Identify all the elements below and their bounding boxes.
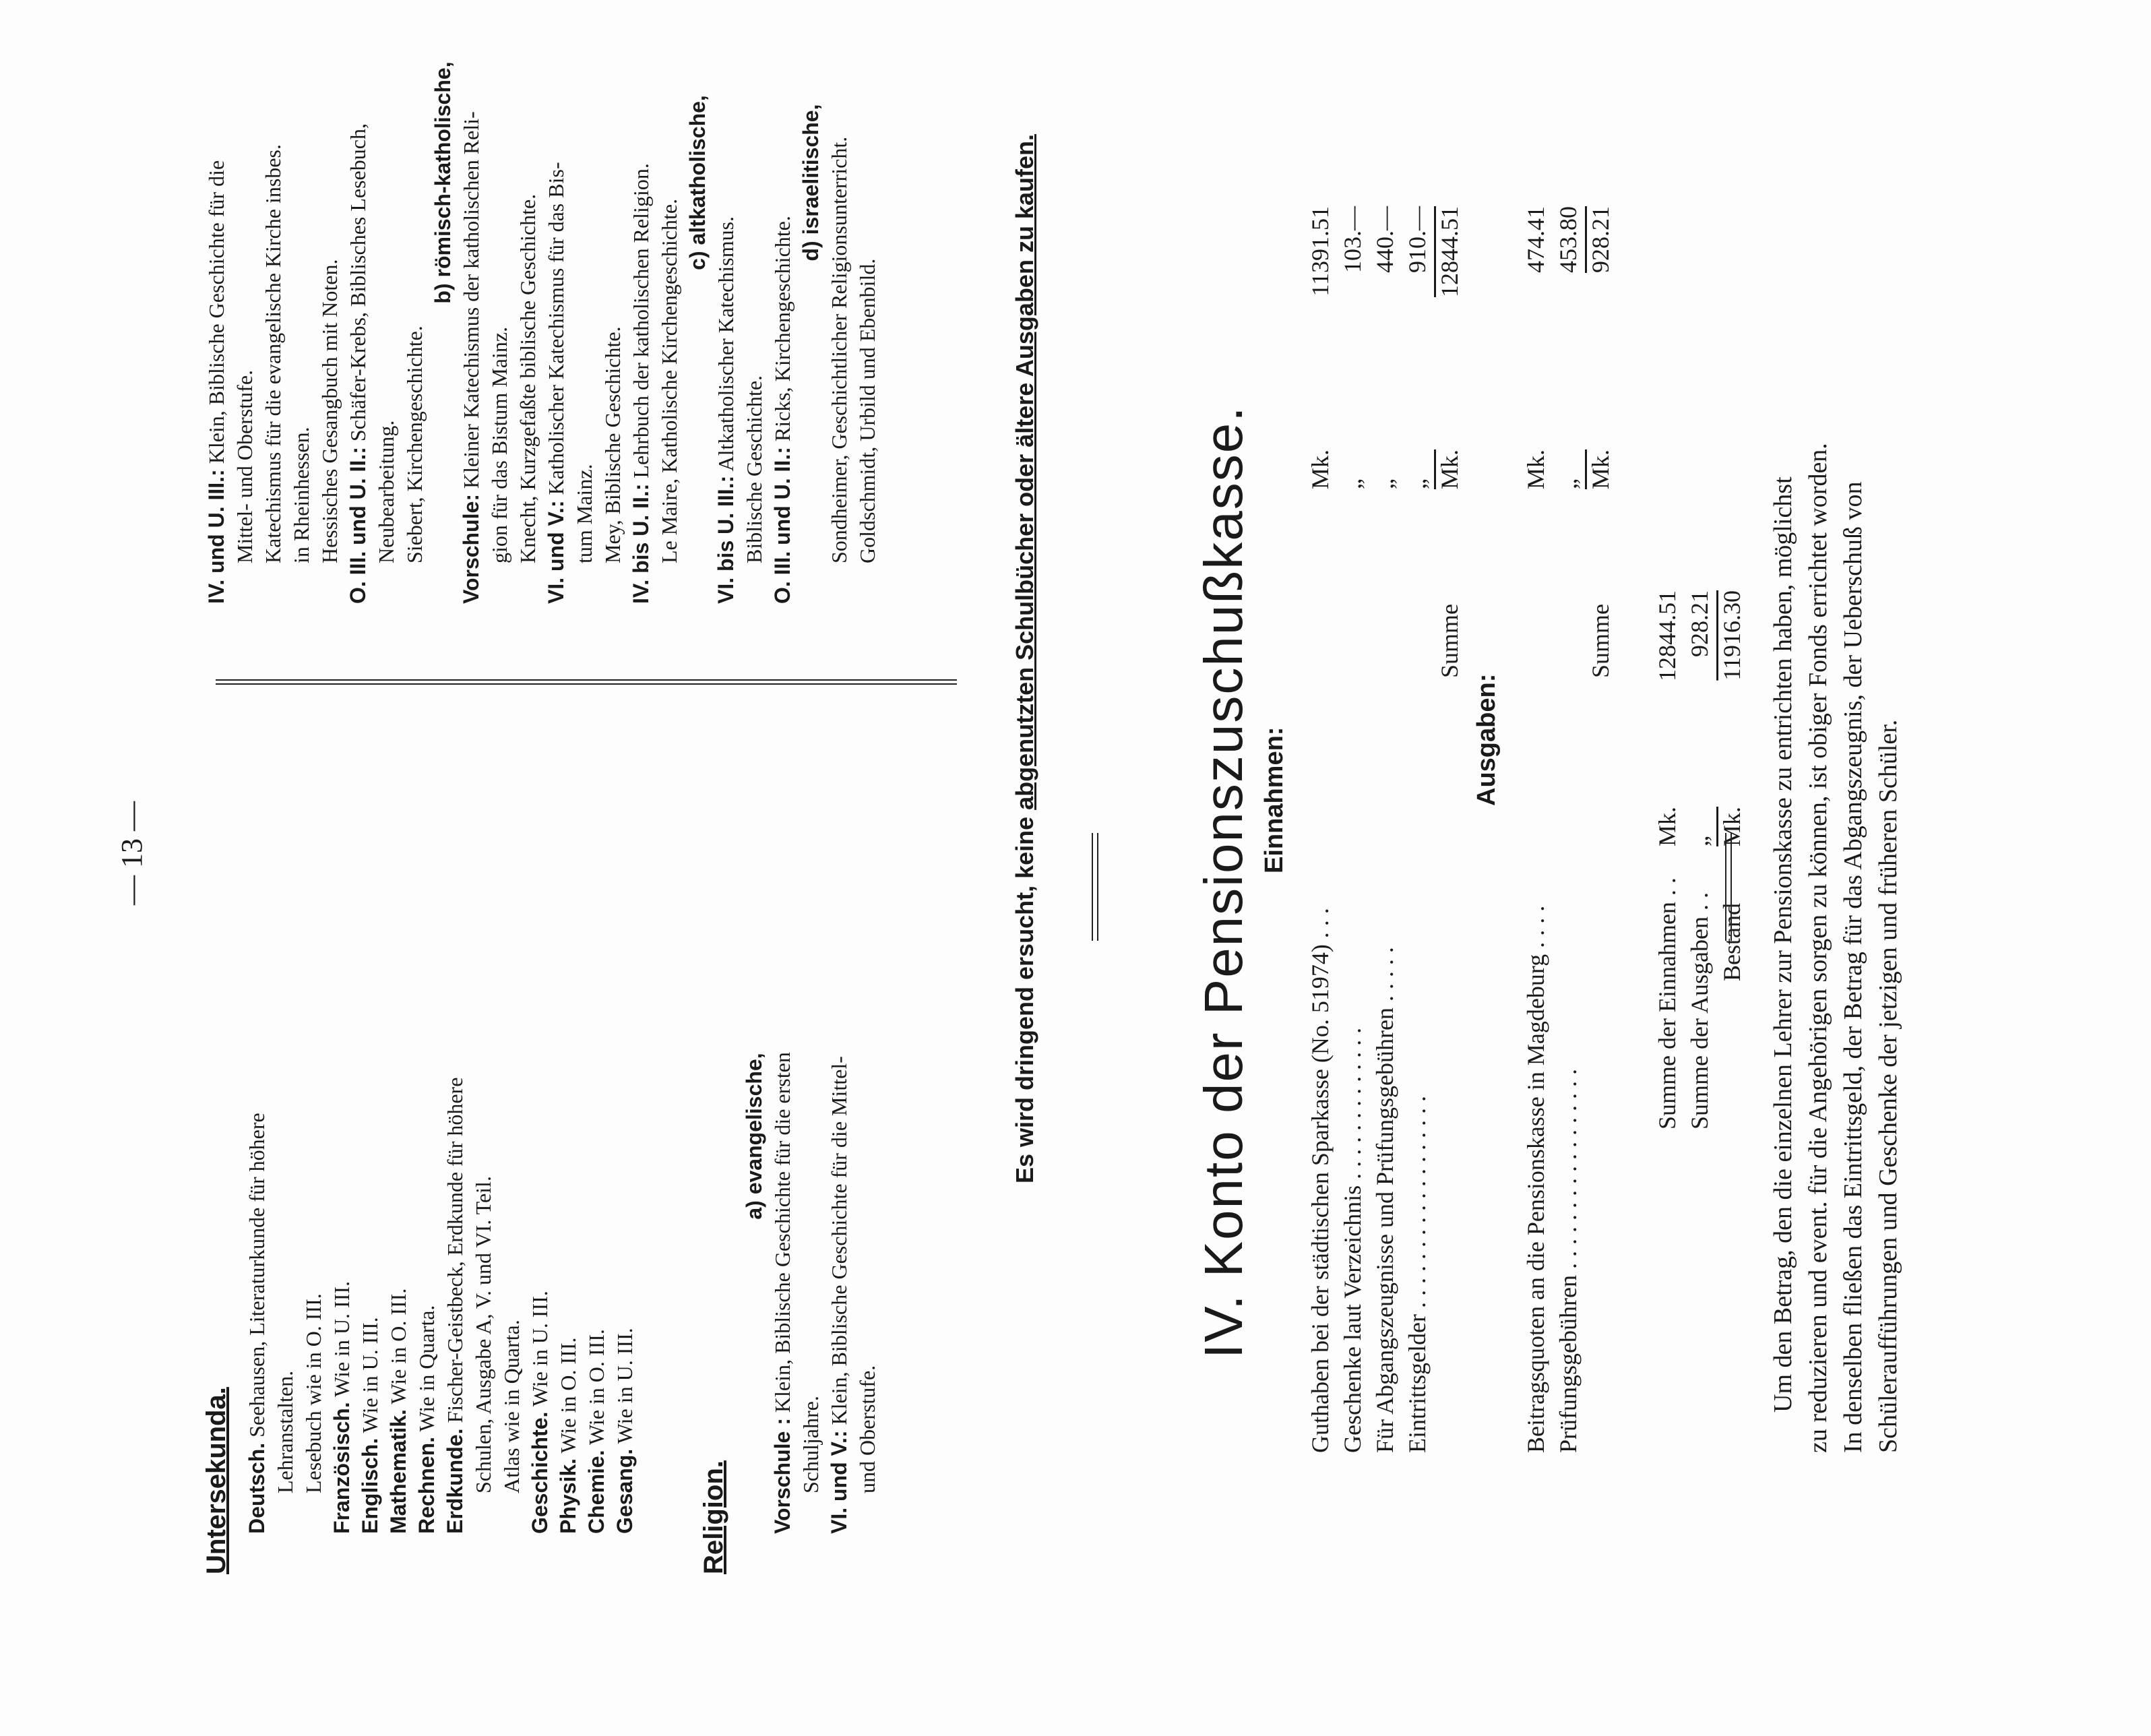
account-row — [1401, 206, 1433, 1453]
einnahmen-table — [1304, 206, 1466, 1453]
line-label: IV. und U. III.: — [204, 469, 228, 604]
line-text: Wie in O. III. — [386, 1288, 410, 1410]
text-line — [259, 0, 287, 644]
text-line — [497, 698, 526, 1574]
religion-sub-d: d) israelitische, — [799, 104, 823, 261]
row-currency: Mk. — [1436, 449, 1463, 489]
line-text: tum Mainz. — [572, 464, 596, 563]
ausgaben-table — [1520, 206, 1617, 1453]
line-text: Lesebuch wie in O. III. — [301, 1293, 325, 1493]
line-text: Goldschmidt, Urbild und Ebenbild. — [855, 258, 879, 563]
text-line — [315, 0, 344, 644]
row-currency: Mk. — [1654, 806, 1681, 846]
paragraph-line: In denselben fließen das Eintrittsgeld, der Betrag für das Abgangszeugnis, der Ueberschuß von — [1839, 481, 1867, 1453]
line-label: O. III. und U. II.: — [770, 447, 794, 604]
line-text: Wie in O. III. — [584, 1329, 609, 1450]
sum-row — [1584, 206, 1617, 1453]
row-label: Summe der Einnahmen . . — [1654, 877, 1681, 1129]
line-text: Knecht, Kurzgefaßte biblische Geschichte. — [516, 193, 540, 563]
schoolbook-list — [201, 61, 977, 1574]
text-line — [271, 698, 299, 1574]
text-line — [853, 698, 881, 1574]
text-line — [570, 0, 598, 644]
religion-sub-c: c) altkatholische, — [685, 95, 710, 270]
text-line — [825, 0, 853, 644]
text-line — [526, 698, 554, 1574]
row-label: Summe der Ausgaben . . — [1686, 892, 1713, 1129]
schoolbook-notice — [1011, 0, 1039, 1183]
evangelisch-lines — [202, 0, 429, 644]
text-line — [768, 698, 797, 1574]
account-row — [1304, 206, 1336, 1453]
line-text: Wie in U. III. — [330, 1280, 354, 1402]
line-label: Gesang. — [613, 1448, 637, 1534]
line-text: Mey, Biblische Geschichte. — [600, 326, 625, 563]
untersekunda-heading: Untersekunda. — [201, 1387, 231, 1574]
line-text: Hessisches Gesangbuch mit Noten. — [317, 259, 342, 563]
religion-heading: Religion. — [699, 1460, 728, 1574]
row-currency: „ — [1404, 478, 1431, 489]
line-text: Wie in O. III. — [556, 1337, 580, 1458]
line-text: gion für das Bistum Mainz. — [487, 326, 511, 563]
ausgaben-heading: Ausgaben: — [1472, 673, 1501, 806]
text-line — [243, 698, 271, 1574]
text-line — [627, 0, 655, 644]
line-text: Katholischer Katechismus für das Bis- — [544, 162, 568, 501]
line-text: Siebert, Kirchengeschichte. — [402, 326, 427, 563]
line-label: VI. und V.: — [827, 1430, 851, 1534]
text-line — [457, 0, 485, 644]
row-amount: 474.41 — [1522, 206, 1549, 273]
row-label: Guthaben bei der städtischen Sparkasse (No. 51974) . . . — [1307, 908, 1334, 1453]
row-label: Prüfungsgebühren . . . . . . . . . . . . . . . . . — [1555, 1069, 1582, 1453]
einnahmen-heading: Einnahmen: — [1260, 726, 1288, 873]
text-line — [582, 698, 611, 1574]
line-label: Vorschule: — [459, 494, 483, 604]
text-line — [230, 0, 259, 644]
line-text: Lehrbuch der katholischen Religion. — [629, 163, 653, 484]
line-label: Rechnen. — [414, 1436, 439, 1534]
line-label: Chemie. — [584, 1450, 609, 1534]
text-line — [554, 698, 582, 1574]
line-text: Le Maire, Katholische Kirchengeschichte. — [657, 198, 681, 563]
text-line — [202, 0, 230, 644]
page-number: — 13 — — [115, 801, 148, 905]
paragraph-line: Um den Betrag, den die einzelnen Lehrer zur Pensionskasse zu entrichten haben, möglichst — [1769, 476, 1797, 1413]
text-line — [853, 0, 881, 644]
untersekunda-lines — [243, 698, 639, 1574]
row-amount: 910.— — [1404, 206, 1431, 273]
row-amount: 453.80 — [1555, 206, 1582, 273]
religion-sub-a: a) evangelische, — [742, 1053, 766, 1220]
religion-sub-b: b) römisch-katholische, — [431, 61, 455, 304]
text-line — [469, 698, 497, 1574]
account-row — [1520, 206, 1552, 1453]
line-text: in Rheinhessen. — [289, 427, 313, 563]
line-text: Kleiner Katechismus der katholischen Reli- — [459, 111, 483, 494]
row-currency: „ — [1339, 478, 1366, 489]
line-text: Mittel- und Oberstufe. — [232, 369, 257, 563]
row-amount: 11391.51 — [1307, 206, 1334, 297]
line-label: VI. bis U. III.: — [714, 475, 738, 604]
line-text: Fischer-Geistbeck, Erdkunde für höhere — [443, 1077, 467, 1429]
row-currency: „ — [1371, 478, 1398, 489]
text-line — [712, 0, 740, 644]
account-row — [1336, 206, 1369, 1453]
explanation-paragraph — [1766, 186, 1906, 1453]
altkatholisch-lines — [712, 0, 797, 644]
line-text: Schulen, Ausgabe A, V. und VI. Teil. — [471, 1176, 495, 1493]
row-currency: „ — [1555, 478, 1582, 489]
text-line — [797, 698, 825, 1574]
text-line — [287, 0, 315, 644]
account-row — [1552, 206, 1584, 1453]
text-line — [740, 0, 768, 644]
line-text: Schäfer-Krebs, Biblisches Lesebuch, — [346, 123, 370, 447]
line-text: Sondheimer, Geschichtlicher Religionsunterricht. — [827, 136, 851, 563]
line-text: Altkatholischer Katechismus. — [714, 216, 738, 476]
line-text: Klein, Biblische Geschichte für die ersten — [770, 1052, 794, 1419]
text-line — [400, 0, 429, 644]
row-amount: 103.— — [1339, 206, 1366, 273]
line-label: VI. und V.: — [544, 500, 568, 604]
row-label: Beitragsquoten an die Pensionskasse in Magdeburg . . . . — [1522, 905, 1549, 1453]
sum-row — [1433, 206, 1466, 1453]
text-line — [441, 698, 469, 1574]
text-line — [513, 0, 542, 644]
account-row — [1683, 590, 1716, 1129]
row-label: Bestand — [1718, 903, 1745, 981]
line-label: Mathematik. — [386, 1409, 410, 1534]
line-label: IV. bis U. II.: — [629, 483, 653, 604]
line-text: Ricks, Kirchengeschichte. — [770, 216, 794, 447]
religion-lines — [768, 698, 881, 1574]
row-label: Summe — [1587, 603, 1614, 678]
left-column — [202, 698, 881, 1574]
bestand-row — [1716, 590, 1748, 1129]
text-line — [598, 0, 627, 644]
notice-part-1: Es wird dringend ersucht, keine — [1011, 809, 1038, 1183]
row-amount: 928.21 — [1686, 590, 1713, 657]
konto-title: IV. Konto der Pensionszuschußkasse. — [1193, 405, 1253, 1359]
line-text: Klein, Biblische Geschichte für die — [204, 160, 228, 470]
notice-part-2: abgenutzten Schulbücher oder ältere Ausgaben zu kaufen. — [1011, 134, 1038, 810]
text-line — [328, 698, 356, 1574]
text-line — [412, 698, 441, 1574]
row-label: Summe — [1436, 603, 1463, 678]
row-currency: Mk. — [1307, 449, 1334, 489]
bestand-table — [1651, 590, 1748, 1129]
row-amount: 11916.30 — [1718, 590, 1745, 681]
line-label: Physik. — [556, 1458, 580, 1534]
row-currency: Mk. — [1522, 449, 1549, 489]
row-label: Für Abgangszeugnisse und Prüfungsgebühren . . . . . — [1371, 947, 1398, 1453]
line-text: Wie in U. III. — [528, 1291, 552, 1412]
line-text: Wie in U. III. — [358, 1317, 382, 1438]
account-row — [1369, 206, 1401, 1453]
line-text: Seehausen, Literaturkunde für höhere — [245, 1113, 269, 1443]
row-currency: Mk. — [1587, 449, 1614, 489]
row-amount: 12844.51 — [1436, 206, 1463, 297]
line-label: Deutsch. — [245, 1442, 269, 1534]
account-row — [1651, 590, 1683, 1129]
line-text: Wie in U. III. — [613, 1328, 637, 1449]
text-line — [356, 698, 384, 1574]
paragraph-line: zu reduzieren und event. für die Angehörigen sorgen zu können, ist obiger Fonds errichtet worden. — [1804, 443, 1832, 1453]
text-line — [542, 0, 570, 644]
line-label: Französisch. — [330, 1402, 354, 1534]
israelitisch-lines — [825, 0, 881, 644]
paragraph-line: Schüleraufführungen und Geschenke der jetzigen und früheren Schüler. — [1874, 719, 1902, 1453]
line-text: Schuljahre. — [799, 1396, 823, 1493]
text-line — [299, 698, 328, 1574]
line-label: Vorschule : — [770, 1418, 794, 1534]
row-label: Eintrittsgelder . . . . . . . . . . . . . . . . . . — [1404, 1096, 1431, 1453]
line-label: Erdkunde. — [443, 1428, 467, 1534]
row-currency: Mk. — [1718, 806, 1745, 846]
line-text: Atlas wie in Quarta. — [499, 1320, 524, 1493]
row-amount: 440.— — [1371, 206, 1398, 273]
row-amount: 12844.51 — [1654, 590, 1681, 681]
line-text: und Oberstufe. — [855, 1365, 879, 1493]
text-line — [372, 0, 400, 644]
text-line — [384, 698, 412, 1574]
line-text: Neubearbeitung. — [374, 420, 398, 563]
line-text: Katechismus für die evangelische Kirche insbes. — [261, 144, 285, 563]
row-label: Geschenke laut Verzeichnis . . . . . . . . . . . . . — [1339, 1027, 1366, 1453]
text-line — [344, 0, 372, 644]
text-line — [768, 0, 797, 644]
row-currency: „ — [1686, 836, 1713, 846]
line-label: Englisch. — [358, 1437, 382, 1534]
katholisch-lines — [457, 0, 683, 644]
row-amount: 928.21 — [1587, 206, 1614, 273]
right-column — [202, 0, 881, 644]
line-text: Biblische Geschichte. — [742, 375, 766, 563]
text-line — [611, 698, 639, 1574]
line-text: Wie in Quarta. — [414, 1305, 439, 1437]
line-text: Lehranstalten. — [273, 1370, 297, 1493]
text-line — [655, 0, 683, 644]
line-label: Geschichte. — [528, 1411, 552, 1534]
text-line — [485, 0, 513, 644]
text-line — [825, 698, 853, 1574]
line-text: Klein, Biblische Geschichte für die Mittel- — [827, 1056, 851, 1431]
line-label: O. III. und U. II.: — [346, 447, 370, 604]
